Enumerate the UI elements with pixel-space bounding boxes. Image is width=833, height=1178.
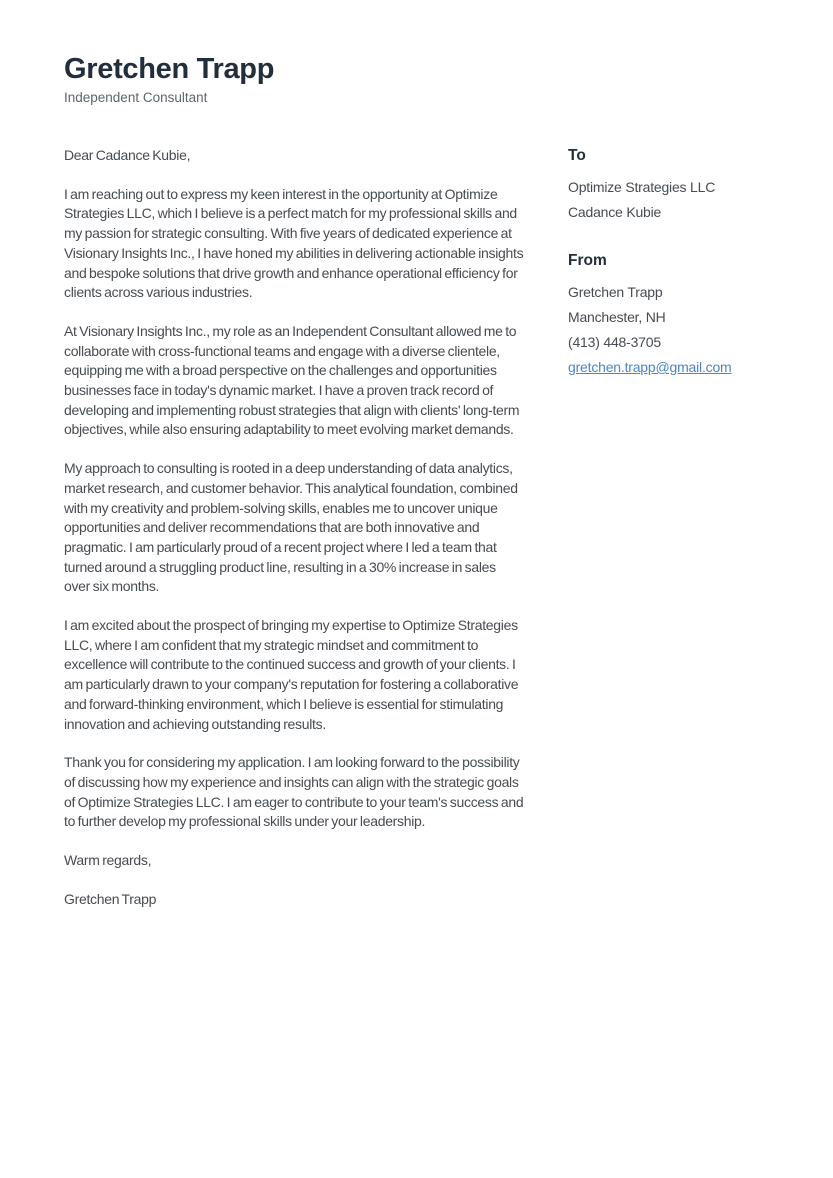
paragraph-3: My approach to consulting is rooted in a deep understanding of data analytics, market research, and customer behavior. This analytical foundation, combined with my creativity and problem-solving skills, enables me to uncover unique opportunities and deliver recommendations that are both innovative and pragmatic. I am particularly proud of a recent project where I led a team that turned around a struggling product line, resulting in a 30% increase in sales over six months. xyxy=(64,460,518,595)
greeting: Dear Cadance Kubie, xyxy=(64,147,191,163)
signature: Gretchen Trapp xyxy=(64,890,157,907)
to-recipient: Cadance Kubie xyxy=(568,204,662,220)
letter-body xyxy=(64,146,524,910)
from-email-link[interactable]: gretchen.trapp@gmail.com xyxy=(568,359,732,375)
candidate-name: Gretchen Trapp xyxy=(64,53,275,85)
paragraph-4: I am excited about the prospect of bringing my expertise to Optimize Strategies LLC, where I am confident that my strategic mindset and commitment to excellence will contribute to the continued success and growth of your clients. I am particularly drawn to your company's reputation for fostering a collaborative and forward-thinking environment, which I believe is essential for stimulating innovation and achieving outstanding results. xyxy=(64,617,519,732)
candidate-job-title: Independent Consultant xyxy=(64,90,208,105)
from-block xyxy=(568,251,778,380)
from-name: Gretchen Trapp xyxy=(568,284,663,300)
to-block xyxy=(568,146,778,225)
from-heading: From xyxy=(568,252,607,269)
paragraph-5: Thank you for considering my application. I am looking forward to the possibility of discussing how my experience and insights can align with the strategic goals of Optimize Strategies LLC. I am eager to contribute to your team's success and to further develop my professional skills under your leadership. xyxy=(64,754,524,830)
contact-sidebar xyxy=(568,146,778,406)
paragraph-2: At Visionary Insights Inc., my role as an Independent Consultant allowed me to collaborate with cross-functional teams and engage with a diverse clientele, equipping me with a broad perspective on the challenges and opportunities businesses face in today's dynamic market. I have a proven track record of developing and implementing robust strategies that align with clients' long-term objectives, while also ensuring adaptability to meet evolving market demands. xyxy=(64,322,520,438)
closing: Warm regards, xyxy=(64,852,152,869)
header xyxy=(64,52,564,106)
from-phone: (413) 448-3705 xyxy=(568,334,661,350)
to-heading: To xyxy=(568,147,586,164)
from-location: Manchester, NH xyxy=(568,309,666,325)
paragraph-1: I am reaching out to express my keen interest in the opportunity at Optimize Strategies LLC, which I believe is a perfect match for my professional skills and my passion for strategic consulting. With five years of dedicated experience at Visionary Insights Inc., I have honed my abilities in delivering actionable insights and bespoke solutions that drive growth and enhance operational efficiency for clients across various industries. xyxy=(64,185,524,301)
to-company: Optimize Strategies LLC xyxy=(568,179,716,195)
